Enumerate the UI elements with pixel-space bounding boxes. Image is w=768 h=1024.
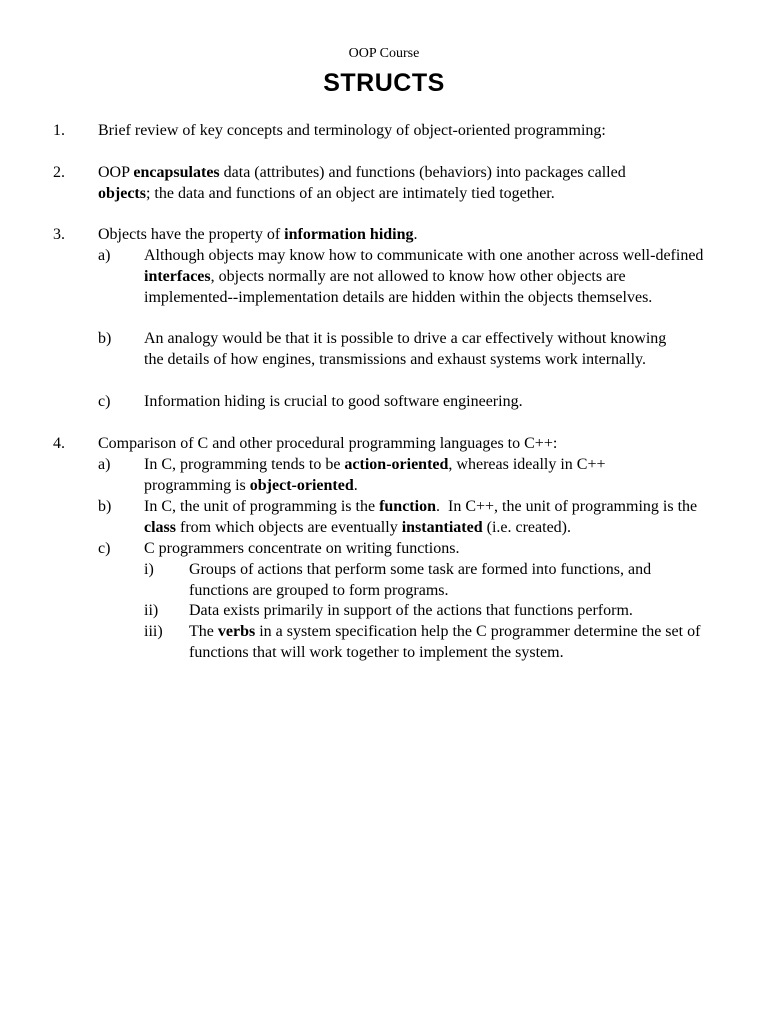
sub-item-label: a)	[98, 456, 111, 473]
sub-sub-item-label: iii)	[144, 623, 163, 640]
sub-item-text: Although objects may know how to communicate with one another across well-defined interfaces, objects normally are not allowed to know how other objects are implemented--implementation details are hidden within the objects themselves.	[144, 247, 704, 306]
sub-sub-item-text: Data exists primarily in support of the actions that functions perform.	[189, 602, 633, 619]
sub-item-label: b)	[98, 498, 112, 515]
item-text: Comparison of C and other procedural programming languages to C++:	[98, 435, 558, 452]
sub-item-text: In C, the unit of programming is the function. In C++, the unit of programming is the class from which objects are eventually instantiated (i.e. created).	[144, 498, 702, 536]
sub-sub-item-text: Groups of actions that perform some task are formed into functions, and functions are grouped to form programs.	[189, 561, 652, 599]
item-text: Brief review of key concepts and terminology of object-oriented programming:	[98, 122, 606, 139]
sub-sub-item-text: The verbs in a system specification help the C programmer determine the set of functions that will work together to implement the system.	[189, 623, 701, 661]
item-text: Objects have the property of information hiding.	[98, 226, 418, 243]
item-number: 4.	[53, 435, 65, 452]
sub-item-text: In C, programming tends to be action-oriented, whereas ideally in C++ programming is object-oriented.	[144, 456, 606, 494]
sub-item-text: Information hiding is crucial to good software engineering.	[144, 393, 523, 410]
sub-item-text: An analogy would be that it is possible to drive a car effectively without knowing the details of how engines, transmissions and exhaust systems work internally.	[144, 330, 667, 368]
sub-item-text: C programmers concentrate on writing functions.	[144, 540, 460, 557]
course-name: OOP Course	[348, 46, 420, 61]
item-number: 1.	[53, 122, 65, 139]
sub-item-label: a)	[98, 247, 111, 264]
sub-sub-item-label: i)	[144, 561, 154, 578]
item-number: 3.	[53, 226, 65, 243]
sub-sub-item-label: ii)	[144, 602, 159, 619]
item-text: OOP encapsulates data (attributes) and functions (behaviors) into packages called objects; the data and functions of an object are intimately tied together.	[98, 164, 626, 202]
sub-item-label: b)	[98, 330, 112, 347]
sub-item-label: c)	[98, 540, 111, 557]
sub-item-label: c)	[98, 393, 111, 410]
page-title: STRUCTS	[323, 69, 445, 97]
item-number: 2.	[53, 164, 65, 181]
